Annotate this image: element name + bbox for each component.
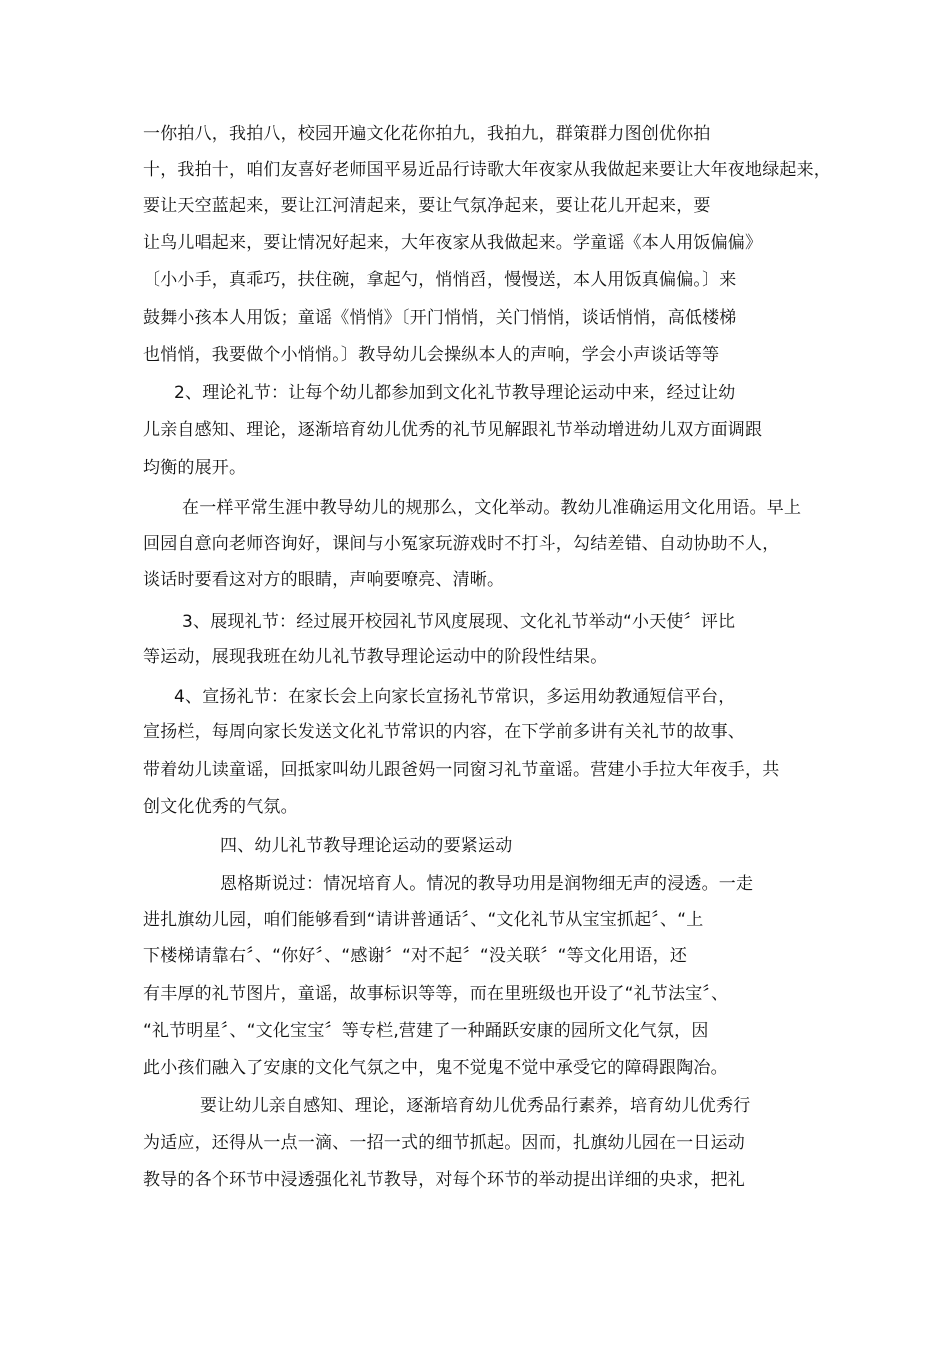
list-item-line: 4、宣扬礼节：在家长会上向家长宣扬礼节常识，多运用幼教通短信平台， bbox=[174, 687, 736, 707]
text-line: 宣扬栏，每周向家长发送文化礼节常识的内容，在下学前多讲有关礼节的故事、 bbox=[143, 722, 745, 742]
text-line: 〔小小手，真乖巧，扶住碗，拿起勺，悄悄舀，慢慢送，本人用饭真偏偏。〕来 bbox=[143, 270, 737, 290]
text-line: 要让天空蓝起来，要让江河清起来，要让气氛净起来，要让花儿开起来，要 bbox=[143, 196, 711, 216]
list-item-line: 3、展现礼节：经过展开校园礼节风度展现、文化礼节举动“小天使〞评比 bbox=[182, 612, 736, 632]
text-line: 均衡的展开。 bbox=[143, 458, 247, 478]
text-line: 此小孩们融入了安康的文化气氛之中，鬼不觉鬼不觉中承受它的障碍跟陶冶。 bbox=[143, 1058, 728, 1078]
text-line: 一你拍八，我拍八，校园开遍文化花你拍九，我拍九，群策群力图创优你拍 bbox=[143, 124, 711, 144]
text-line: 也悄悄，我要做个小悄悄。〕教导幼儿会操纵本人的声响，学会小声谈话等等 bbox=[143, 345, 720, 365]
text-line: 鼓舞小孩本人用饭；童谣《悄悄》〔开门悄悄，关门悄悄，谈话悄悄，高低楼梯 bbox=[143, 308, 737, 328]
text-line: 十，我拍十，咱们友喜好老师国平易近品行诗歌大年夜家从我做起来要让大年夜地绿起来， bbox=[143, 160, 831, 180]
text-line: 为适应，还得从一点一滴、一招一式的细节抓起。因而，扎旗幼儿园在一日运动 bbox=[143, 1133, 745, 1153]
text-line: 创文化优秀的气氛。 bbox=[143, 797, 298, 817]
text-line: 带着幼儿读童谣，回抵家叫幼儿跟爸妈一同窗习礼节童谣。营建小手拉大年夜手，共 bbox=[143, 760, 780, 780]
paragraph-first-line: 恩格斯说过：情况培育人。情况的教导功用是润物细无声的浸透。一走 bbox=[220, 874, 754, 894]
text-line: “礼节明星〞、“文化宝宝〞等专栏,营建了一种踊跃安康的园所文化气氛，因 bbox=[143, 1021, 709, 1041]
text-line: 教导的各个环节中浸透强化礼节教导，对每个环节的举动提出详细的央求，把礼 bbox=[143, 1170, 745, 1190]
text-line: 回园自意向老师咨询好，课间与小冤家玩游戏时不打斗，勾结差错、自动协助不人， bbox=[143, 534, 780, 554]
paragraph-first-line: 要让幼儿亲自感知、理论，逐渐培育幼儿优秀品行素养，培育幼儿优秀行 bbox=[200, 1096, 751, 1116]
text-line: 让鸟儿唱起来，要让情况好起来，大年夜家从我做起来。学童谣《本人用饭偏偏》 bbox=[143, 233, 763, 253]
text-line: 进扎旗幼儿园，咱们能够看到“请讲普通话〞、“文化礼节从宝宝抓起〞、“上 bbox=[143, 910, 704, 930]
text-line: 等运动，展现我班在幼儿礼节教导理论运动中的阶段性结果。 bbox=[143, 647, 608, 667]
list-item-line: 2、理论礼节：让每个幼儿都参加到文化礼节教导理论运动中来，经过让幼 bbox=[174, 383, 736, 403]
paragraph-first-line: 在一样平常生涯中教导幼儿的规那么，文化举动。教幼儿准确运用文化用语。早上 bbox=[182, 498, 802, 518]
section-heading: 四、幼儿礼节教导理论运动的要紧运动 bbox=[220, 836, 513, 856]
text-line: 儿亲自感知、理论，逐渐培育幼儿优秀的礼节见解跟礼节举动增进幼儿双方面调跟 bbox=[143, 420, 763, 440]
text-line: 有丰厚的礼节图片，童谣，故事标识等等，而在里班级也开设了“礼节法宝〞、 bbox=[143, 984, 729, 1004]
text-line: 谈话时要看这对方的眼睛，声响要嘹亮、清晰。 bbox=[143, 570, 505, 590]
text-line: 下楼梯请靠右〞、“你好〞、“感谢〞“对不起〞“没关联〞“等文化用语，还 bbox=[143, 946, 688, 966]
